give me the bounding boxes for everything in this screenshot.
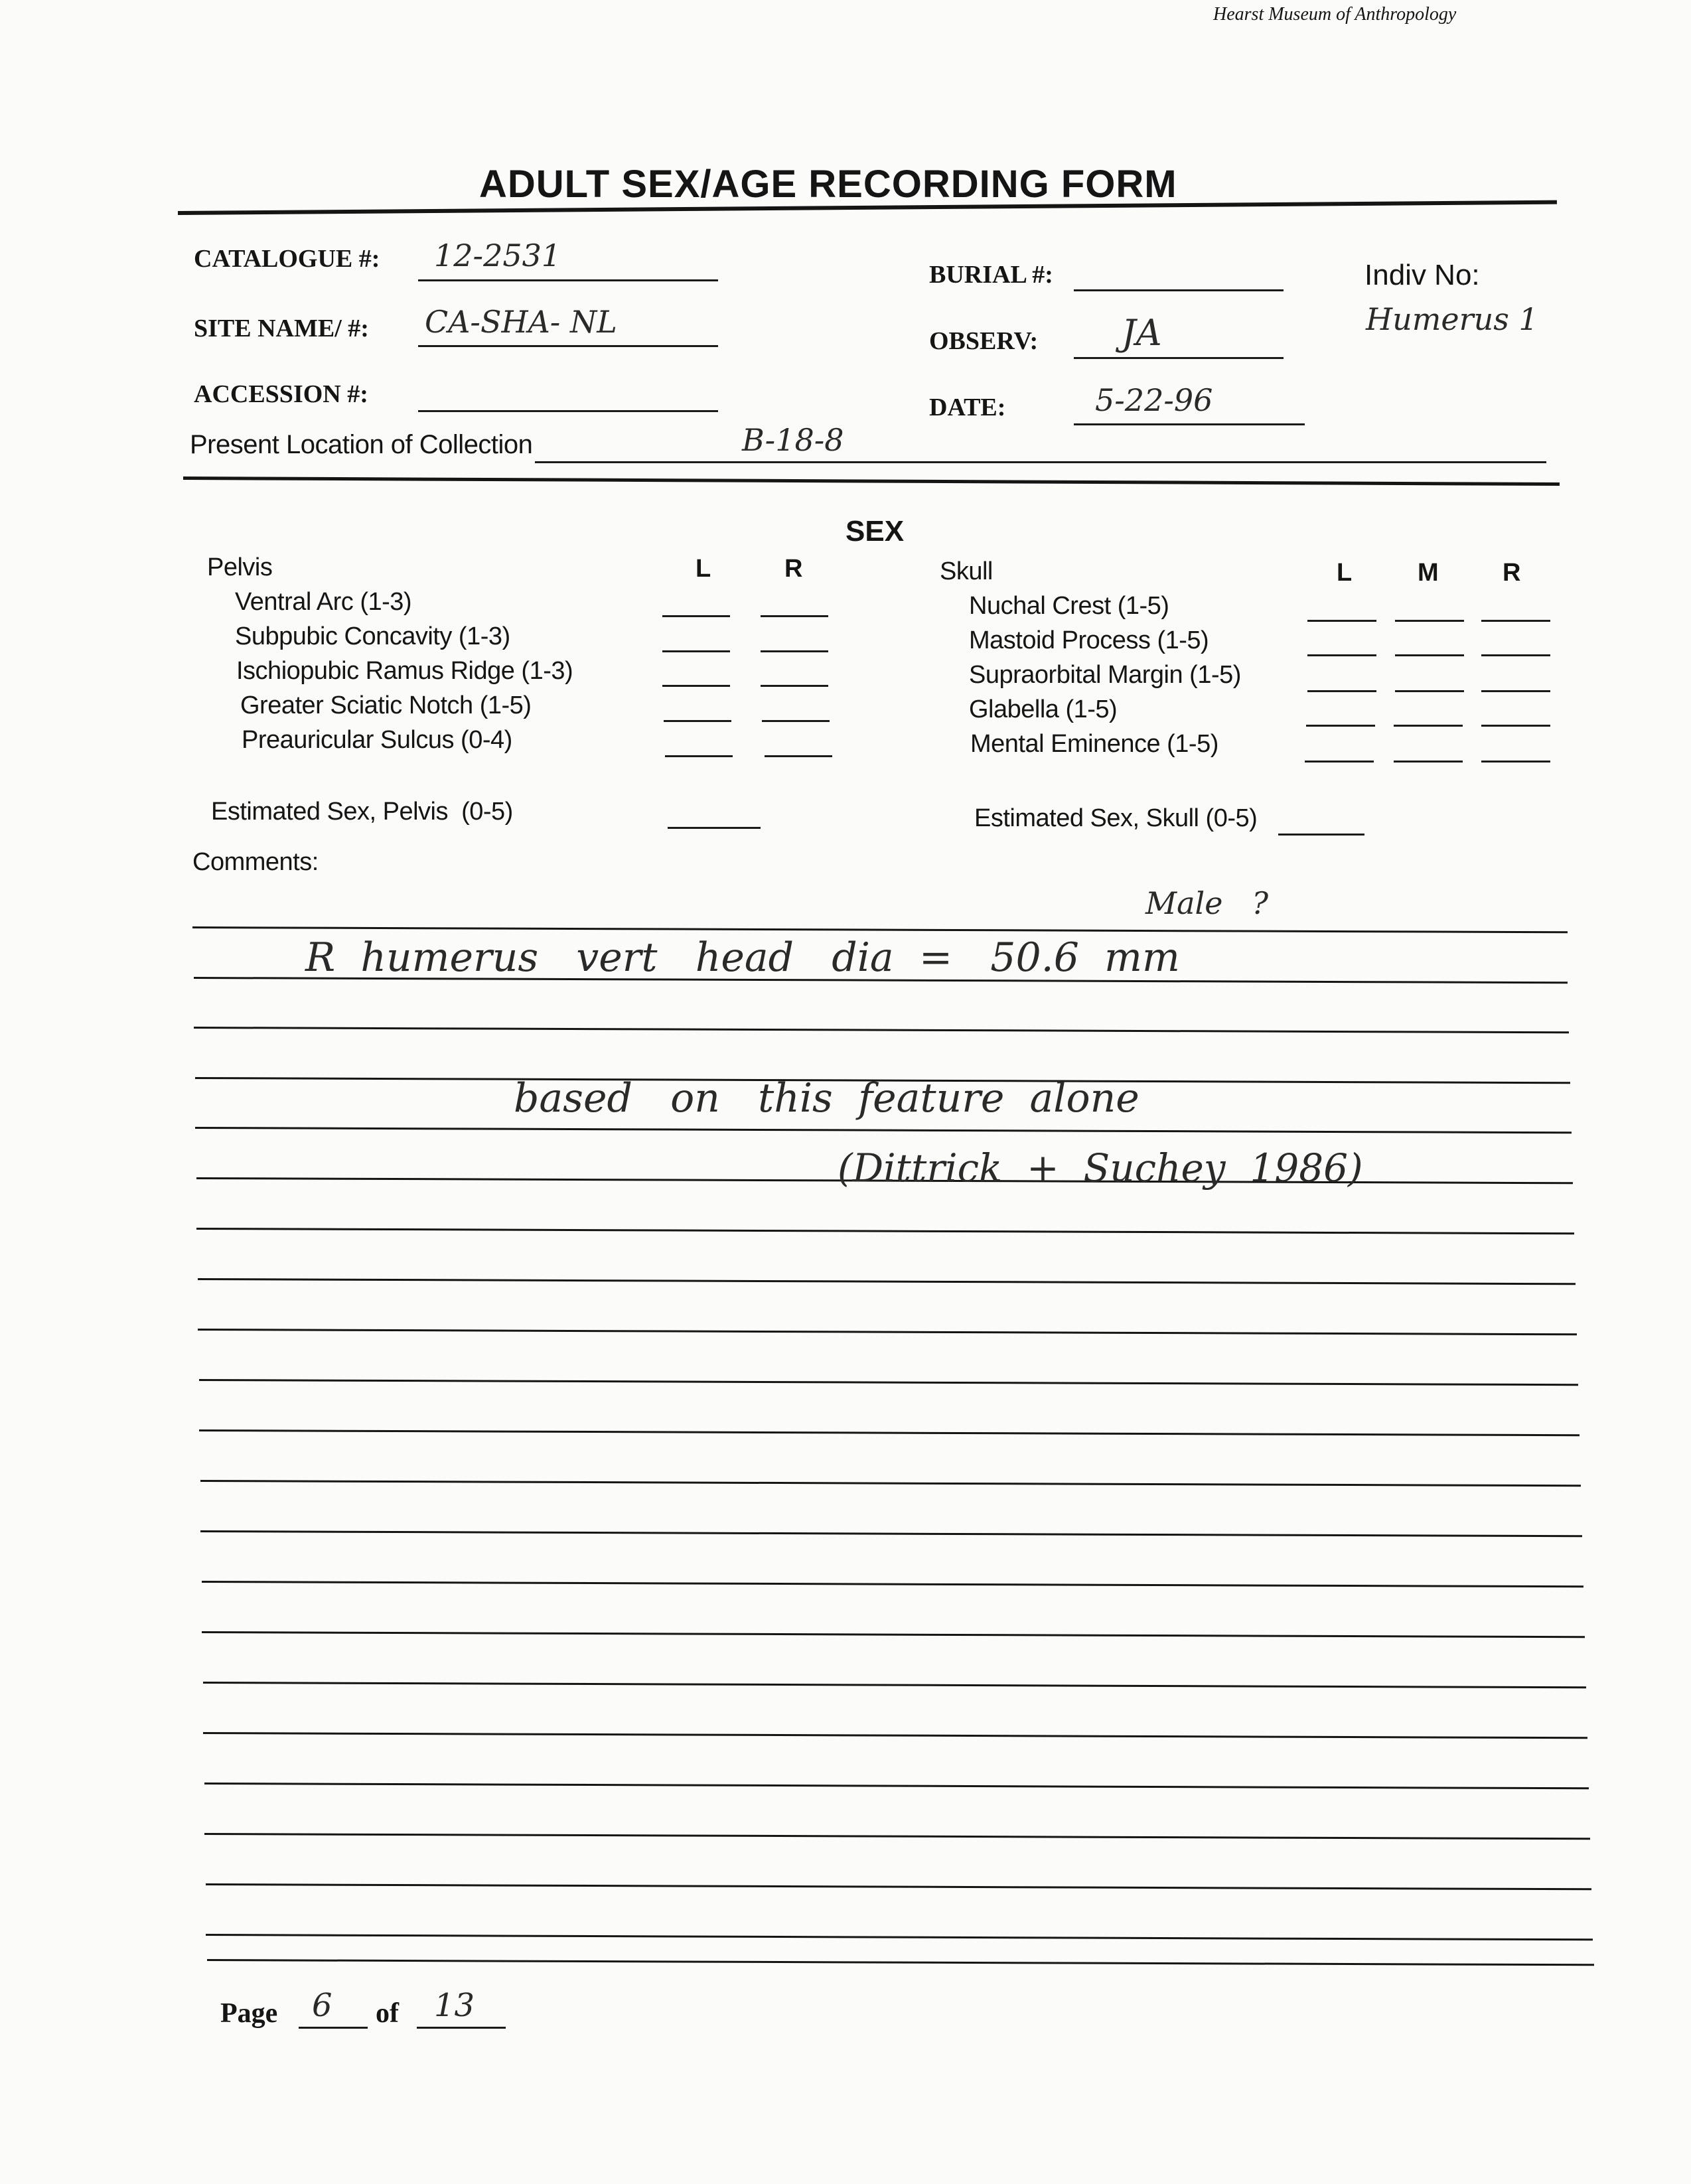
- skull-l-blank[interactable]: [1307, 690, 1376, 692]
- page-label: Page: [220, 1998, 278, 2029]
- page-number-value[interactable]: 6: [312, 1987, 332, 2024]
- skull-m-blank[interactable]: [1395, 654, 1464, 656]
- skull-m-blank[interactable]: [1395, 690, 1464, 692]
- pelvis-l-blank[interactable]: [665, 755, 733, 757]
- pelvis-l-blank[interactable]: [662, 615, 730, 617]
- skull-item: Mastoid Process (1-5): [969, 626, 1209, 654]
- comment-line: [192, 926, 1568, 933]
- comment-line: [203, 1682, 1586, 1688]
- comment-text-line: R humerus vert head dia = 50.6 mm: [305, 934, 1180, 981]
- skull-m-blank[interactable]: [1394, 761, 1463, 763]
- pelvis-col-r: R: [784, 555, 803, 583]
- skull-l-blank[interactable]: [1306, 725, 1375, 727]
- skull-col-l: L: [1337, 559, 1353, 587]
- comment-line: [200, 1480, 1581, 1487]
- pelvis-item: Preauricular Sulcus (0-4): [242, 726, 512, 754]
- catalogue-value[interactable]: 12-2531: [434, 238, 561, 273]
- comment-line: [199, 1379, 1578, 1386]
- pelvis-l-blank[interactable]: [664, 720, 731, 722]
- location-blank: [535, 461, 1546, 463]
- skull-item: Supraorbital Margin (1-5): [969, 661, 1241, 689]
- pelvis-l-blank[interactable]: [662, 685, 730, 687]
- pelvis-col-l: L: [696, 555, 711, 583]
- accession-blank: [418, 410, 718, 412]
- observ-value[interactable]: JA: [1122, 312, 1162, 354]
- pelvis-r-blank[interactable]: [762, 720, 830, 722]
- comment-text-line: based on this feature alone: [514, 1075, 1140, 1122]
- estimated-sex-skull-blank[interactable]: [1278, 834, 1364, 836]
- total-pages-value[interactable]: 13: [434, 1987, 475, 2024]
- pelvis-r-blank[interactable]: [761, 685, 828, 687]
- comment-line: [204, 1783, 1589, 1789]
- pelvis-item: Subpubic Concavity (1-3): [235, 622, 510, 650]
- site-name-blank: [418, 345, 718, 347]
- estimated-sex-skull-label: Estimated Sex, Skull (0-5): [974, 804, 1258, 832]
- observ-label: OBSERV:: [929, 327, 1039, 355]
- comment-line: [207, 1959, 1594, 1966]
- site-name-value[interactable]: CA-SHA- NL: [425, 304, 617, 340]
- skull-r-blank[interactable]: [1481, 690, 1550, 692]
- burial-label: BURIAL #:: [929, 261, 1053, 289]
- sex-heading: SEX: [846, 515, 905, 547]
- skull-l-blank[interactable]: [1305, 761, 1374, 763]
- comment-line: [199, 1429, 1580, 1436]
- catalogue-blank: [418, 279, 718, 281]
- skull-col-m: M: [1418, 559, 1439, 587]
- pelvis-item: Ventral Arc (1-3): [235, 588, 412, 616]
- skull-m-blank[interactable]: [1394, 725, 1463, 727]
- date-value[interactable]: 5-22-96: [1095, 382, 1213, 418]
- comments-label: Comments:: [192, 848, 319, 876]
- comment-line: [200, 1530, 1582, 1537]
- form-title: ADULT SEX/AGE RECORDING FORM: [479, 163, 1177, 206]
- skull-r-blank[interactable]: [1481, 620, 1550, 622]
- indiv-no-label: Indiv No:: [1364, 259, 1480, 291]
- skull-col-r: R: [1503, 559, 1521, 587]
- comment-line: [202, 1581, 1583, 1587]
- skull-item: Nuchal Crest (1-5): [969, 592, 1169, 620]
- burial-blank: [1074, 289, 1284, 291]
- pelvis-l-blank[interactable]: [662, 650, 730, 652]
- date-blank: [1074, 423, 1305, 425]
- comment-line: [206, 1934, 1593, 1940]
- skull-item: Glabella (1-5): [969, 695, 1118, 723]
- total-pages-blank: [417, 2027, 506, 2029]
- comment-line: [196, 1228, 1574, 1234]
- estimated-sex-pelvis-blank[interactable]: [668, 827, 761, 829]
- skull-l-blank[interactable]: [1307, 654, 1376, 656]
- comment-line: [203, 1732, 1587, 1739]
- section-divider: [183, 476, 1560, 486]
- estimated-sex-pelvis-label: Estimated Sex, Pelvis (0-5): [211, 798, 513, 826]
- comment-line: [198, 1278, 1576, 1285]
- comment-annotation: Male ?: [1145, 885, 1268, 921]
- pelvis-item: Ischiopubic Ramus Ridge (1-3): [236, 657, 573, 685]
- skull-r-blank[interactable]: [1481, 725, 1550, 727]
- comment-text-line: (Dittrick + Suchey 1986): [838, 1145, 1363, 1191]
- comment-line: [204, 1833, 1590, 1840]
- comment-line: [194, 1027, 1569, 1033]
- site-name-label: SITE NAME/ #:: [194, 315, 369, 342]
- page-number-blank: [299, 2027, 368, 2029]
- location-value[interactable]: B-18-8: [742, 422, 844, 458]
- catalogue-label: CATALOGUE #:: [194, 245, 380, 273]
- skull-l-blank[interactable]: [1307, 620, 1376, 622]
- comment-line: [206, 1883, 1591, 1890]
- institution-header: Hearst Museum of Anthropology: [1213, 4, 1457, 25]
- skull-r-blank[interactable]: [1481, 761, 1550, 763]
- indiv-no-value[interactable]: Humerus 1: [1366, 301, 1538, 337]
- comment-line: [198, 1329, 1577, 1335]
- pelvis-heading: Pelvis: [207, 553, 273, 581]
- of-label: of: [376, 1998, 399, 2029]
- skull-r-blank[interactable]: [1481, 654, 1550, 656]
- skull-item: Mental Eminence (1-5): [970, 730, 1218, 758]
- skull-heading: Skull: [940, 557, 993, 585]
- date-label: DATE:: [929, 394, 1006, 421]
- location-label: Present Location of Collection: [190, 430, 533, 459]
- pelvis-r-blank[interactable]: [761, 650, 828, 652]
- skull-m-blank[interactable]: [1395, 620, 1464, 622]
- pelvis-item: Greater Sciatic Notch (1-5): [240, 692, 532, 719]
- comment-line: [195, 1127, 1572, 1133]
- comment-line: [202, 1631, 1585, 1638]
- observ-blank: [1074, 357, 1284, 359]
- pelvis-r-blank[interactable]: [761, 615, 828, 617]
- accession-label: ACCESSION #:: [194, 380, 368, 408]
- pelvis-r-blank[interactable]: [765, 755, 832, 757]
